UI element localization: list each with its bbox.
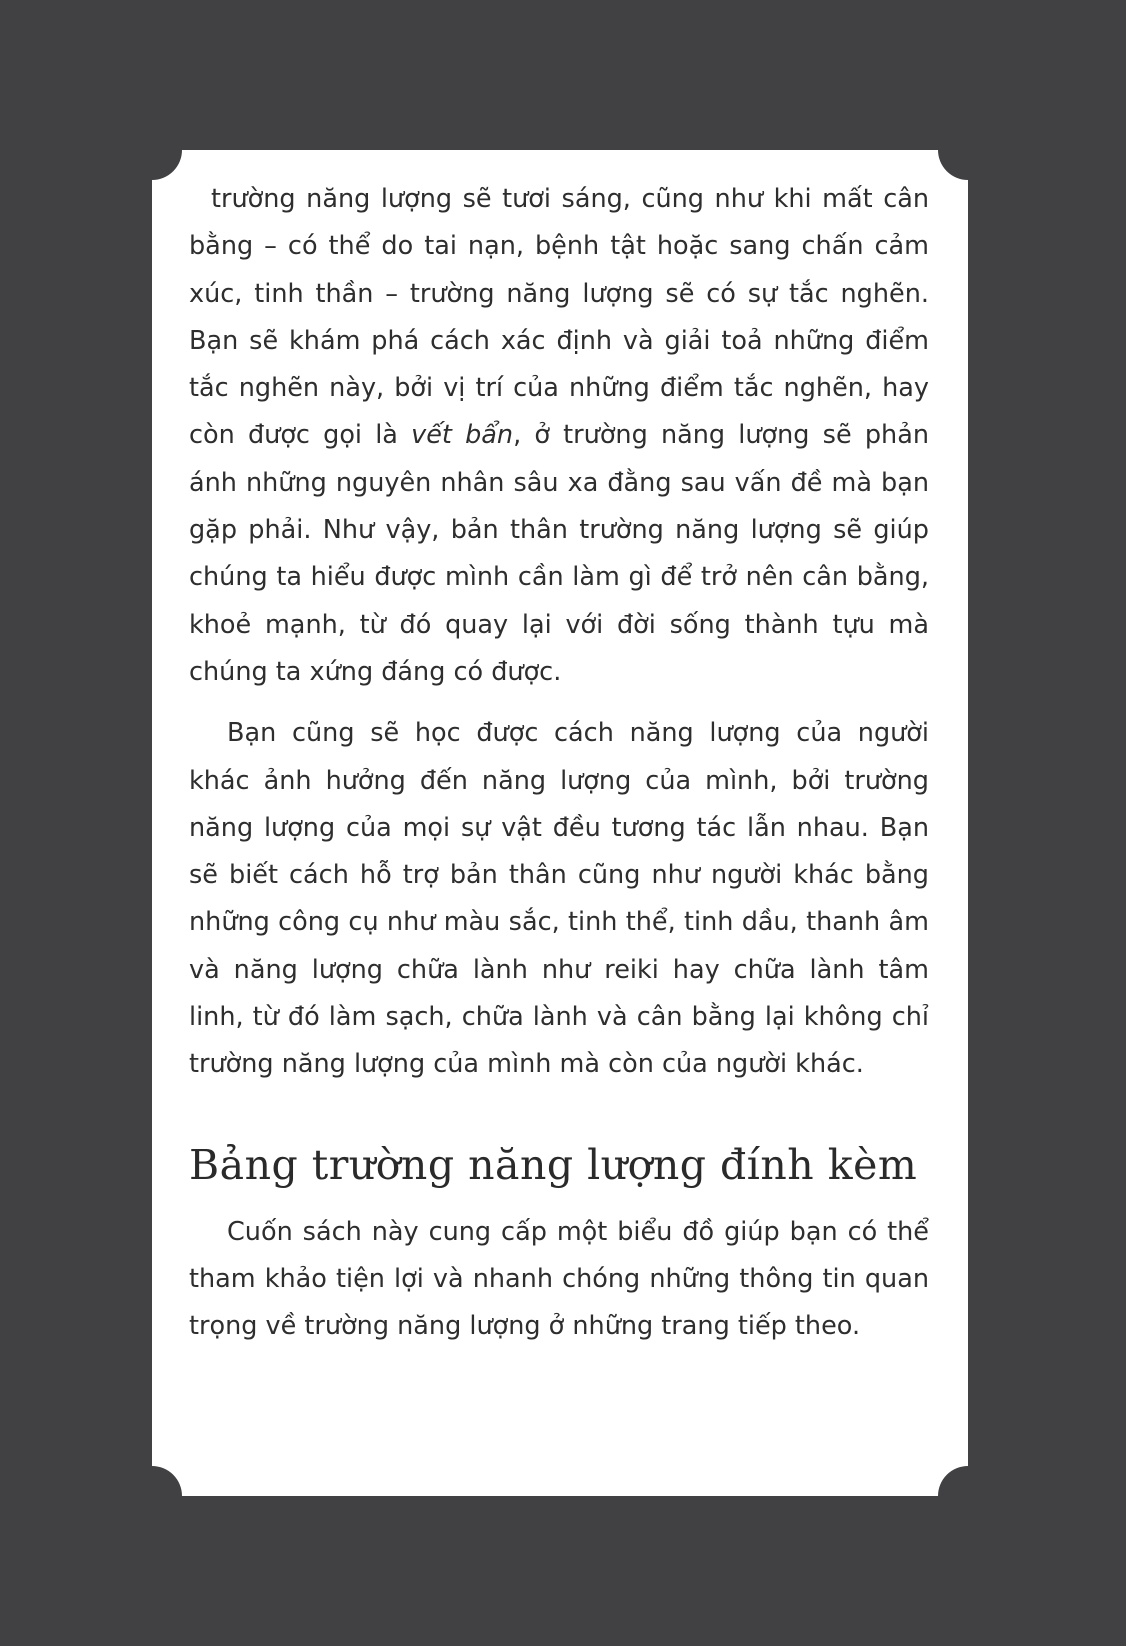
paragraph-1 — [189, 176, 929, 696]
paragraph-1-text-a: trường năng lượng sẽ tươi sáng, cũng như khi mất cân bằng – có thể do tai nạn, bệnh tật hoặc sang chấn cảm xúc, tinh thần – trường năng lượng sẽ có sự tắc nghẽn. Bạn sẽ khám phá cách xác định và giải toả những điểm tắc nghẽn này, bởi vị trí của những điểm tắc nghẽn, hay còn được gọi là — [189, 184, 929, 451]
paragraph-1-italic-term: vết bẩn — [411, 420, 514, 451]
section-heading: Bảng trường năng lượng đính kèm — [189, 1140, 918, 1189]
paragraph-1-text-b: , ở trường năng lượng sẽ phản ánh những nguyên nhân sâu xa đằng sau vấn đề mà bạn gặp phải. Như vậy, bản thân trường năng lượng sẽ giúp chúng ta hiểu được mình cần làm gì để trở nên cân bằng, khoẻ mạnh, từ đó quay lại với đời sống thành tựu mà chúng ta xứng đáng có được. — [189, 420, 929, 687]
paragraph-2: Bạn cũng sẽ học được cách năng lượng của người khác ảnh hưởng đến năng lượng của mình, bởi trường năng lượng của mọi sự vật đều tương tác lẫn nhau. Bạn sẽ biết cách hỗ trợ bản thân cũng như người khác bằng những công cụ như màu sắc, tinh thể, tinh dầu, thanh âm và năng lượng chữa lành như reiki hay chữa lành tâm linh, từ đó làm sạch, chữa lành và cân bằng lại không chỉ trường năng lượng của mình mà còn của người khác. — [189, 718, 929, 1080]
page-content — [189, 176, 929, 1351]
paragraph-3: Cuốn sách này cung cấp một biểu đồ giúp bạn có thể tham khảo tiện lợi và nhanh chóng những thông tin quan trọng về trường năng lượng ở những trang tiếp theo. — [189, 1216, 929, 1342]
